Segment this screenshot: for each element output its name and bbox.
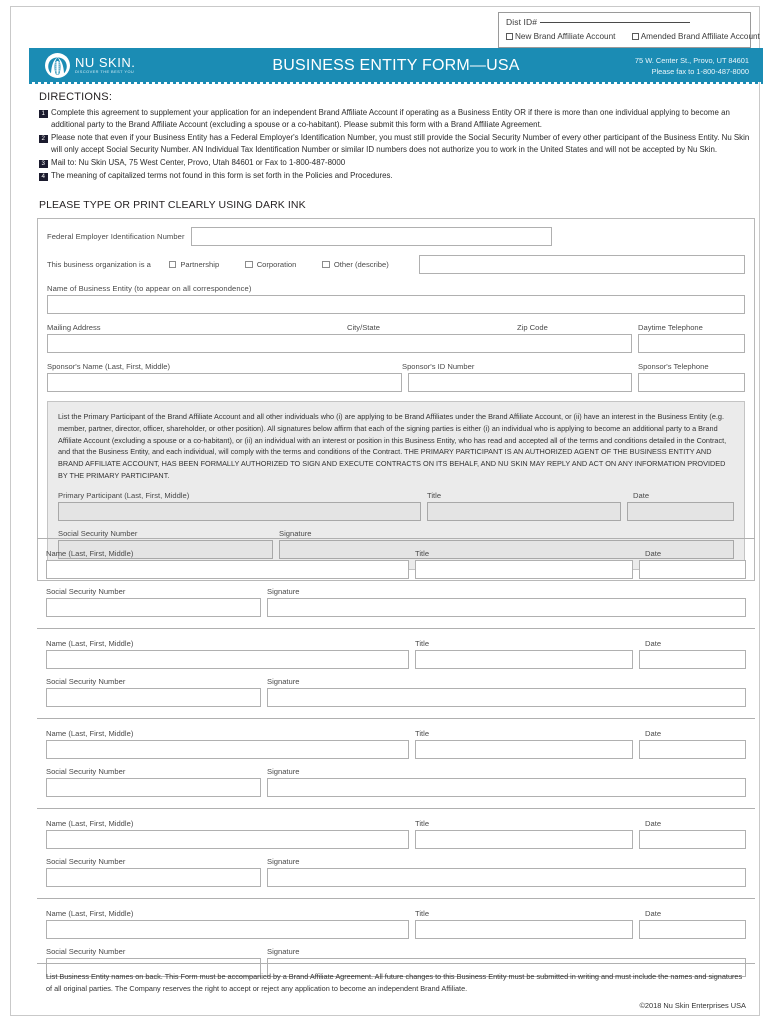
direction-number: 2: [39, 135, 48, 144]
checkbox-amended-account-label: Amended Brand Affiliate Account: [640, 32, 760, 41]
address-block: [47, 323, 745, 353]
sponsor-telephone-input[interactable]: [638, 373, 745, 392]
address-labels: [47, 323, 745, 332]
sponsor-inputs: [47, 373, 745, 392]
participant-name-label: Name (Last, First, Middle): [46, 729, 134, 738]
zip-code-label: Zip Code: [517, 323, 548, 332]
fein-input[interactable]: [191, 227, 552, 246]
form-header-bar: [29, 48, 763, 82]
primary-participant-name-label: Primary Participant (Last, First, Middle): [58, 490, 190, 500]
mailing-address-label: Mailing Address: [47, 323, 101, 332]
participant-ssn-input[interactable]: [46, 598, 261, 617]
participant-name-input[interactable]: [46, 740, 409, 759]
participant-signature-labels: [46, 767, 746, 776]
sponsor-name-input[interactable]: [47, 373, 402, 392]
directions-heading: DIRECTIONS:: [39, 91, 113, 103]
participant-block: [37, 808, 755, 898]
primary-ssn-label: Social Security Number: [58, 528, 138, 538]
direction-item: [39, 132, 755, 156]
participant-signature-input[interactable]: [267, 598, 746, 617]
participant-name-labels: [46, 819, 746, 828]
participant-title-input[interactable]: [415, 560, 633, 579]
participant-signature-label: Signature: [267, 857, 300, 866]
fein-label: Federal Employer Identification Number: [47, 232, 185, 241]
brand-name: NU SKIN.: [75, 54, 136, 70]
header-dotted-rule: [29, 82, 763, 84]
primary-participant-labels: [58, 491, 734, 500]
participant-name-labels: [46, 729, 746, 738]
participant-date-label: Date: [645, 909, 662, 918]
checkbox-icon: [506, 33, 513, 40]
company-address: [635, 55, 749, 78]
checkbox-icon: [632, 33, 639, 40]
participant-title-label: Title: [415, 639, 430, 648]
checkbox-new-account[interactable]: [506, 32, 615, 41]
checkbox-icon: [322, 261, 330, 269]
brand-tagline: DISCOVER THE BEST YOU: [75, 69, 135, 75]
participant-date-input[interactable]: [639, 830, 746, 849]
checkbox-partnership-label: Partnership: [180, 260, 220, 269]
participant-block: [37, 538, 755, 628]
fein-row: [47, 227, 745, 246]
participant-signature-label: Signature: [267, 587, 300, 596]
sponsor-id-label: Sponsor's ID Number: [402, 362, 475, 371]
participant-name-inputs: [46, 650, 746, 669]
participant-signature-input[interactable]: [267, 868, 746, 887]
legal-paragraph: List the Primary Participant of the Brand Affiliate Account and all other individuals who (i) are applying to be Brand Affiliates under the Brand Affiliate Account, or (ii) have an interest in the Business Entity (e.g. member, partner, director, officer, shareholder, or other position). All signatures below affirm that each of the signing parties is either (i) an individual who is applying to become an additional party to a Brand Affiliate Account (excluding a spouse or a co-habitant), or (ii) an individual with an interest or position in this Business Entity, who has read and accepted all of the terms and conditions detailed in the Contract, and that the Business Entity, and each individual, will comply with the terms and conditions of the Contract. THE PRIMARY PARTICIPANT IS AN AUTHORIZED AGENT OF THE BUSINESS ENTITY AND BRAND AFFILIATE ACCOUNT, HAS BEEN FORMALLY AUTHORIZED TO SIGN AND EXECUTE CONTRACTS ON ITS BEHALF, AND NU SKIN MAY REPLY AND ACT ON ANY INFORMATION PROVIDED BY THE PRIMARY PARTICIPANT.: [58, 412, 727, 481]
direction-text: Mail to: Nu Skin USA, 75 West Center, Provo, Utah 84601 or Fax to 1-800-487-8000: [51, 158, 346, 168]
account-type-options: [506, 32, 760, 41]
organization-other-input[interactable]: [419, 255, 745, 274]
participant-block: [37, 718, 755, 808]
participant-date-label: Date: [645, 729, 662, 738]
participant-name-label: Name (Last, First, Middle): [46, 909, 134, 918]
direction-text: Please note that even if your Business Entity has a Federal Employer's Identification Number, you must still provide the Social Security Number of every other participant of the Business Entity. Nu Skin will only accept Social Security Number. AN Individual Tax Identification Number or similar ID numbers does not authorize you to work in the United States and will not be accepted by Nu Skin.: [51, 133, 750, 155]
direction-number: 1: [39, 110, 48, 119]
participant-ssn-input[interactable]: [46, 778, 261, 797]
participant-title-input[interactable]: [415, 740, 633, 759]
primary-participant-date-label: Date: [633, 490, 650, 500]
participant-signature-input[interactable]: [267, 778, 746, 797]
direction-item: [39, 107, 755, 131]
dist-id-label: Dist ID#: [506, 17, 538, 27]
sponsor-telephone-label: Sponsor's Telephone: [638, 362, 709, 371]
checkbox-icon: [245, 261, 253, 269]
participant-date-input[interactable]: [639, 920, 746, 939]
participant-name-labels: [46, 549, 746, 558]
primary-signature-labels: [58, 529, 734, 538]
participant-ssn-label: Social Security Number: [46, 857, 126, 866]
participant-blocks: [37, 538, 755, 988]
organization-type-row: [47, 255, 745, 274]
participant-ssn-label: Social Security Number: [46, 767, 126, 776]
checkbox-corporation-label: Corporation: [256, 260, 297, 269]
participant-date-input[interactable]: [639, 650, 746, 669]
participant-name-input[interactable]: [46, 650, 409, 669]
form-footer: [37, 963, 755, 1010]
primary-participant-title-input[interactable]: [427, 502, 621, 521]
primary-participant-date-input[interactable]: [627, 502, 734, 521]
participant-ssn-input[interactable]: [46, 868, 261, 887]
directions-list: [39, 107, 755, 183]
participant-signature-labels: [46, 947, 746, 956]
participant-title-input[interactable]: [415, 650, 633, 669]
participant-date-input[interactable]: [639, 560, 746, 579]
participant-title-input[interactable]: [415, 830, 633, 849]
sponsor-id-input[interactable]: [408, 373, 632, 392]
print-instruction: PLEASE TYPE OR PRINT CLEARLY USING DARK INK: [39, 199, 306, 211]
participant-name-input[interactable]: [46, 830, 409, 849]
direction-item: [39, 170, 755, 182]
participant-name-label: Name (Last, First, Middle): [46, 819, 134, 828]
footer-note: List Business Entity names on back. This Form must be accompanied by a Brand Affiliate Agreement. All future changes to this Business Entity must be submitted in writing and must include the names and signatures of all original parties. The Company reserves the right to accept or reject any application to become an independent Brand Affiliate.: [46, 972, 743, 993]
entity-name-block: [47, 284, 745, 314]
participant-ssn-label: Social Security Number: [46, 677, 126, 686]
direction-number: 4: [39, 173, 48, 182]
checkbox-amended-account[interactable]: [632, 32, 760, 41]
entity-name-label: Name of Business Entity (to appear on all correspondence): [47, 284, 252, 293]
participant-signature-inputs: [46, 688, 746, 707]
participant-name-inputs: [46, 830, 746, 849]
participant-ssn-label: Social Security Number: [46, 947, 126, 956]
organization-type-label: This business organization is a: [47, 260, 151, 269]
direction-text: The meaning of capitalized terms not found in this form is set forth in the Policies and Procedures.: [51, 171, 393, 181]
primary-participant-name-input[interactable]: [58, 502, 421, 521]
sponsor-block: [47, 362, 745, 392]
participant-title-label: Title: [415, 729, 430, 738]
participant-name-inputs: [46, 740, 746, 759]
city-state-label: City/State: [347, 323, 380, 332]
participant-name-label: Name (Last, First, Middle): [46, 639, 134, 648]
dist-id-line: [506, 17, 743, 27]
participant-date-label: Date: [645, 639, 662, 648]
participant-name-inputs: [46, 920, 746, 939]
primary-participant-inputs: [58, 502, 734, 521]
checkbox-other[interactable]: [322, 260, 388, 269]
checkbox-corporation[interactable]: [245, 260, 296, 269]
participant-signature-label: Signature: [267, 767, 300, 776]
sponsor-name-label: Sponsor's Name (Last, First, Middle): [47, 362, 170, 371]
participant-date-input[interactable]: [639, 740, 746, 759]
participant-signature-labels: [46, 587, 746, 596]
participant-date-label: Date: [645, 819, 662, 828]
company-address-line1: 75 W. Center St., Provo, UT 84601: [634, 56, 749, 65]
participant-name-inputs: [46, 560, 746, 579]
checkbox-new-account-label: New Brand Affiliate Account: [515, 32, 616, 41]
primary-signature-label: Signature: [279, 528, 312, 538]
company-fax-line: Please fax to 1-800-487-8000: [651, 67, 749, 77]
participant-title-label: Title: [415, 819, 430, 828]
participant-signature-label: Signature: [267, 677, 300, 686]
participant-ssn-input[interactable]: [46, 688, 261, 707]
participant-signature-inputs: [46, 778, 746, 797]
direction-number: 3: [39, 160, 48, 169]
business-entity-panel: [37, 218, 755, 581]
checkbox-other-label: Other (describe): [333, 260, 389, 269]
participant-title-label: Title: [415, 549, 430, 558]
entity-name-input[interactable]: [47, 295, 745, 314]
dist-id-box: [498, 12, 760, 48]
participant-signature-inputs: [46, 598, 746, 617]
participant-block: [37, 628, 755, 718]
direction-text: Complete this agreement to supplement your application for an independent Brand Affiliate Account if operating as a Business Entity OR if there is more than one individual applying to become an additional party to the Brand Affiliate Account (excluding a spouse or a co-habitant). Please submit this form with a Brand Affiliate Agreement.: [51, 108, 730, 130]
direction-item: [39, 157, 755, 169]
daytime-telephone-label: Daytime Telephone: [638, 323, 703, 332]
copyright-notice: ©2018 Nu Skin Enterprises USA: [639, 1001, 746, 1011]
participant-name-input[interactable]: [46, 920, 409, 939]
daytime-telephone-input[interactable]: [638, 334, 745, 353]
participant-signature-label: Signature: [267, 947, 300, 956]
participant-name-labels: [46, 909, 746, 918]
participant-name-input[interactable]: [46, 560, 409, 579]
checkbox-partnership[interactable]: [169, 260, 219, 269]
participant-name-label: Name (Last, First, Middle): [46, 549, 134, 558]
sponsor-labels: [47, 362, 745, 371]
primary-participant-title-label: Title: [427, 490, 442, 500]
checkbox-icon: [169, 261, 177, 269]
mailing-address-input[interactable]: [47, 334, 632, 353]
participant-signature-input[interactable]: [267, 688, 746, 707]
address-inputs: [47, 334, 745, 353]
participant-title-label: Title: [415, 909, 430, 918]
participant-signature-inputs: [46, 868, 746, 887]
participant-ssn-label: Social Security Number: [46, 587, 126, 596]
dist-id-write-line[interactable]: [540, 22, 690, 23]
participant-name-labels: [46, 639, 746, 648]
participant-date-label: Date: [645, 549, 662, 558]
participant-title-input[interactable]: [415, 920, 633, 939]
participant-signature-labels: [46, 857, 746, 866]
page-title: BUSINESS ENTITY FORM—USA: [272, 57, 520, 74]
participant-signature-labels: [46, 677, 746, 686]
form-page: [10, 6, 760, 1016]
